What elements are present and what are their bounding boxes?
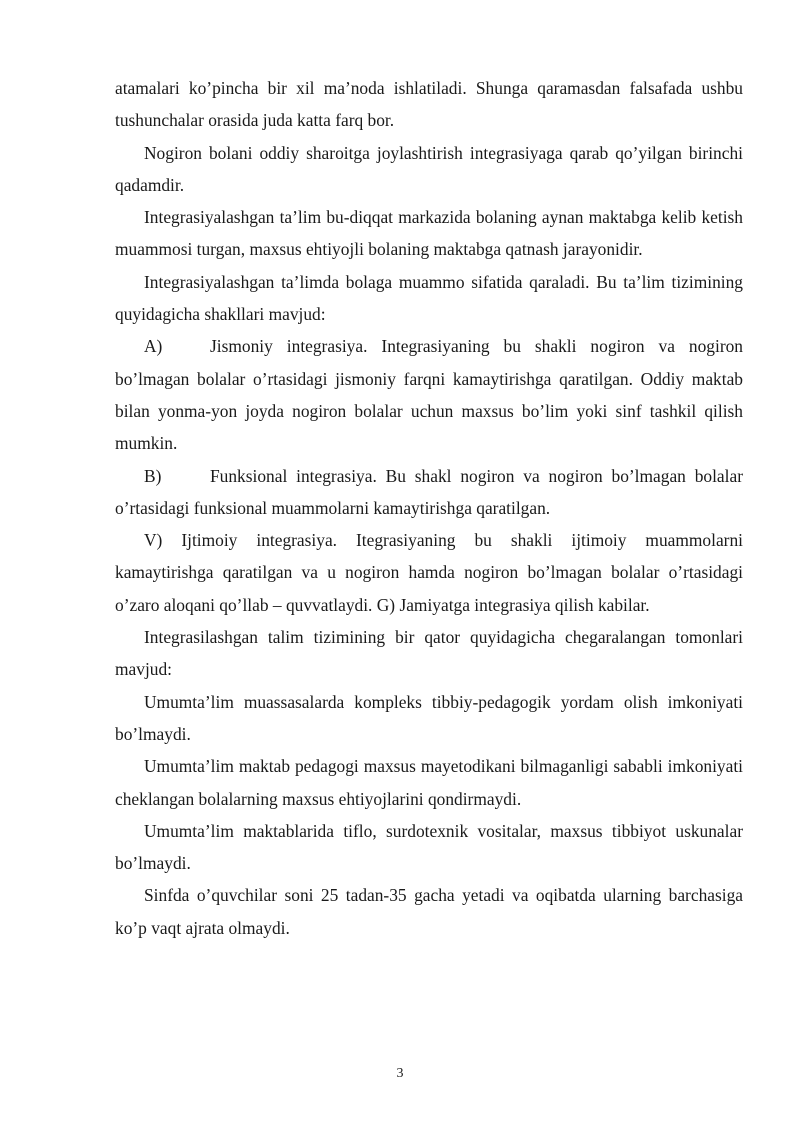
- paragraph: [115, 815, 743, 880]
- paragraph-text: Integrasiyalashgan ta’lim bu-diqqat markazida bolaning aynan maktabga kelib ketish muammosi turgan, maxsus ehtiyojli bolaning maktabga qatnash jarayonidir.: [115, 207, 743, 260]
- paragraph-text: Umumta’lim maktablarida tiflo, surdotexnik vositalar, maxsus tibbiyot uskunalar bo’lmaydi.: [115, 820, 743, 874]
- paragraph: [115, 137, 743, 202]
- paragraph-text: atamalari ko’pincha bir xil ma’noda ishlatiladi. Shunga qaramasdan falsafada ushbu tushunchalar orasida juda katta farq bor.: [115, 78, 743, 131]
- paragraph: [115, 330, 743, 459]
- paragraph-text: Integrasiyalashgan ta’limda bolaga muammo sifatida qaraladi. Bu ta’lim tizimining quyidagicha shakllari mavjud:: [115, 271, 743, 325]
- document-body: [115, 72, 743, 944]
- paragraph-text: Integrasilashgan talim tizimining bir qator quyidagicha chegaralangan tomonlari mavjud:: [115, 627, 743, 680]
- page-number: 3: [396, 1066, 404, 1081]
- paragraph: [115, 621, 743, 686]
- paragraph: [115, 460, 743, 525]
- paragraph: [115, 72, 743, 137]
- list-label: B): [144, 465, 162, 486]
- paragraph: [115, 750, 743, 815]
- paragraph: [115, 686, 743, 751]
- paragraph: [115, 524, 743, 621]
- paragraph-text: Sinfda o’quvchilar soni 25 tadan-35 gacha yetadi va oqibatda ularning barchasiga ko’p vaqt ajrata olmaydi.: [115, 885, 743, 938]
- paragraph-text: Funksional integrasiya. Bu shakl nogiron va nogiron bo’lmagan bolalar o’rtasidagi funksional muammolarni kamaytirishga qaratilgan.: [115, 465, 743, 518]
- paragraph-text: Nogiron bolani oddiy sharoitga joylashtirish integrasiyaga qarab qo’yilgan birinchi qadamdir.: [115, 142, 743, 195]
- paragraph: [115, 879, 743, 944]
- paragraph-text: V) Ijtimoiy integrasiya. Itegrasiyaning bu shakli ijtimoiy muammolarni kamaytirishga qaratilgan va u nogiron hamda nogiron bo’lmagan bolalar o’rtasidagi o’zaro aloqani qo’llab – quvvatlaydi. G) Jamiyatga integrasiya qilish kabilar.: [115, 530, 743, 615]
- paragraph-text: Umumta’lim maktab pedagogi maxsus mayetodikani bilmaganligi sababli imkoniyati cheklangan bolalarning maxsus ehtiyojlarini qondirmaydi.: [115, 756, 743, 809]
- list-label: A): [144, 336, 163, 357]
- paragraph-text: Umumta’lim muassasalarda kompleks tibbiy-pedagogik yordam olish imkoniyati bo’lmaydi.: [115, 691, 743, 744]
- paragraph: [115, 201, 743, 266]
- paragraph: [115, 266, 743, 331]
- paragraph-text: Jismoniy integrasiya. Integrasiyaning bu shakli nogiron va nogiron bo’lmagan bolalar o’rtasidagi jismoniy farqni kamaytirishga qaratilgan. Oddiy maktab bilan yonma-yon joyda nogiron bolalar uchun maxsus bo’lim yoki sinf tashkil qilish mumkin.: [115, 336, 743, 454]
